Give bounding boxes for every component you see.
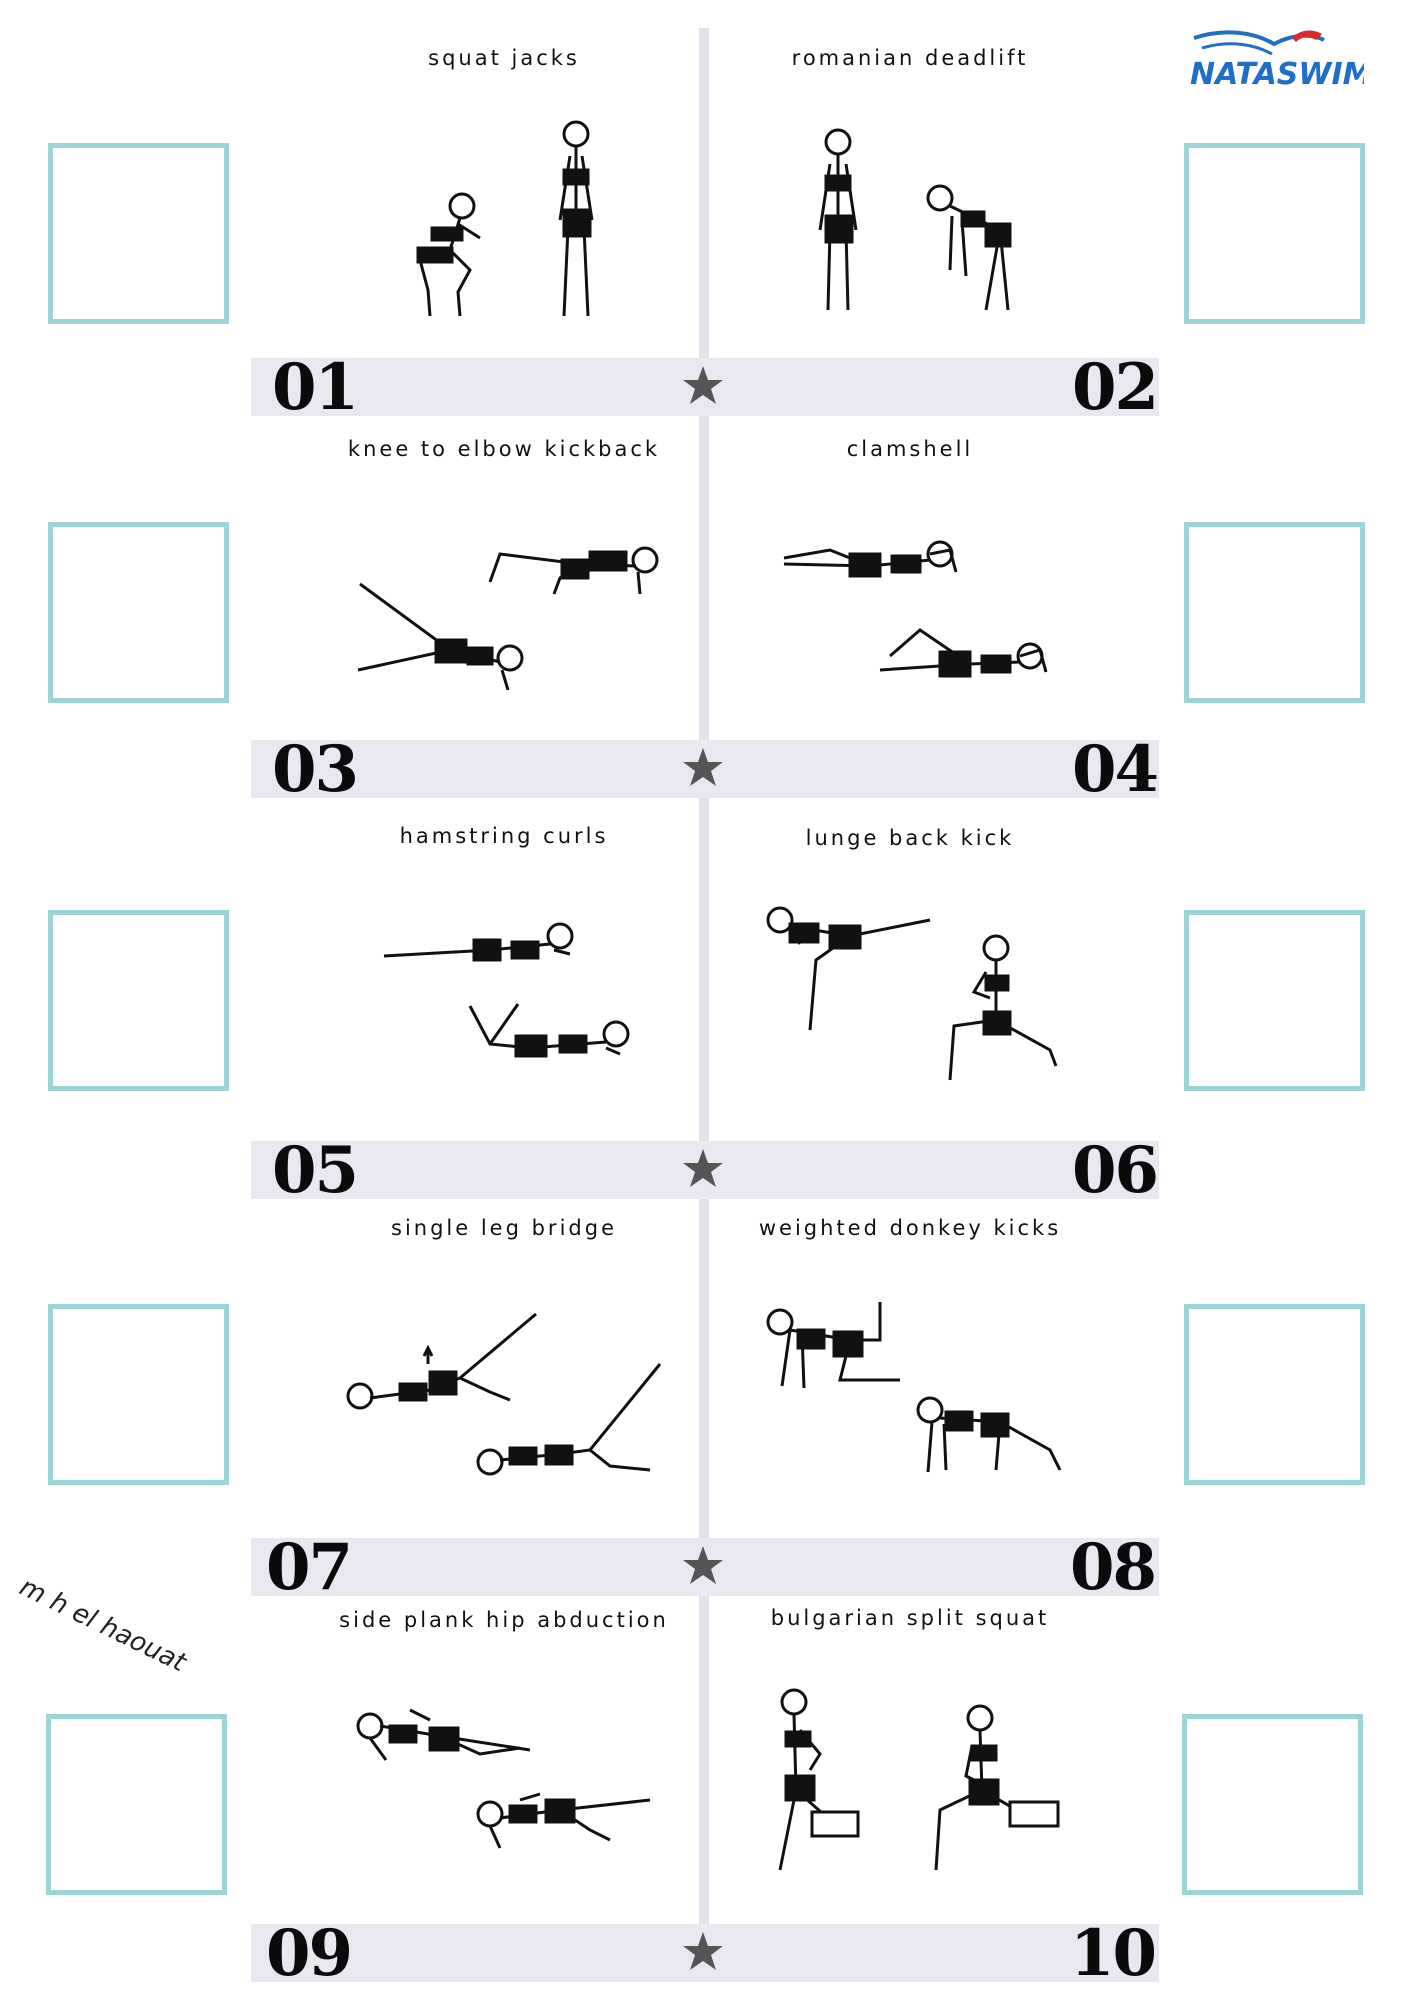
exercise-number-09: 09 — [266, 1916, 352, 1991]
natswim-logo — [1184, 24, 1364, 104]
exercise-title-09: side plank hip abduction — [339, 1608, 669, 1632]
exercise-number-06: 06 — [1072, 1133, 1158, 1208]
exercise-number-07: 07 — [266, 1530, 352, 1605]
illustration-weighted-donkey-kicks — [760, 1300, 1070, 1490]
exercise-title-06: lunge back kick — [805, 826, 1015, 850]
exercise-number-01: 01 — [272, 350, 358, 425]
star-icon — [681, 1930, 725, 1974]
star-icon — [681, 746, 725, 790]
illustration-lunge-back-kick — [760, 900, 1080, 1100]
exercise-number-05: 05 — [272, 1133, 358, 1208]
checkbox-08[interactable] — [1184, 1304, 1365, 1485]
checkbox-05[interactable] — [48, 910, 229, 1091]
center-divider — [699, 28, 709, 1980]
checkbox-03[interactable] — [48, 522, 229, 703]
illustration-single-leg-bridge — [340, 1300, 670, 1490]
exercise-title-08: weighted donkey kicks — [758, 1216, 1062, 1240]
logo-text: NATASWIM — [1190, 57, 1364, 92]
checkbox-01[interactable] — [48, 143, 229, 324]
exercise-title-03: knee to elbow kickback — [347, 437, 661, 461]
illustration-romanian-deadlift — [790, 120, 1030, 330]
checkbox-06[interactable] — [1184, 910, 1365, 1091]
star-icon — [681, 364, 725, 408]
exercise-number-03: 03 — [272, 732, 358, 807]
exercise-number-02: 02 — [1072, 350, 1158, 425]
exercise-title-02: romanian deadlift — [791, 46, 1029, 70]
checkbox-02[interactable] — [1184, 143, 1365, 324]
star-icon — [681, 1147, 725, 1191]
exercise-number-08: 08 — [1070, 1530, 1156, 1605]
handwritten-signature: m h el haouat — [14, 1572, 191, 1679]
illustration-clamshell — [770, 520, 1070, 710]
checkbox-09[interactable] — [46, 1714, 227, 1895]
exercise-number-10: 10 — [1070, 1916, 1156, 1991]
checkbox-10[interactable] — [1182, 1714, 1363, 1895]
exercise-number-04: 04 — [1072, 732, 1158, 807]
exercise-title-04: clamshell — [846, 437, 974, 461]
exercise-title-01: squat jacks — [428, 46, 580, 70]
illustration-squat-jacks — [400, 120, 620, 330]
exercise-title-07: single leg bridge — [391, 1216, 617, 1240]
checkbox-04[interactable] — [1184, 522, 1365, 703]
illustration-side-plank-hip-abduction — [350, 1690, 660, 1880]
illustration-bulgarian-split-squat — [760, 1680, 1070, 1890]
exercise-title-05: hamstring curls — [399, 824, 609, 848]
illustration-knee-to-elbow-kickback — [340, 520, 680, 710]
checkbox-07[interactable] — [48, 1304, 229, 1485]
exercise-title-10: bulgarian split squat — [770, 1606, 1050, 1630]
illustration-hamstring-curls — [370, 910, 640, 1080]
star-icon — [681, 1544, 725, 1588]
